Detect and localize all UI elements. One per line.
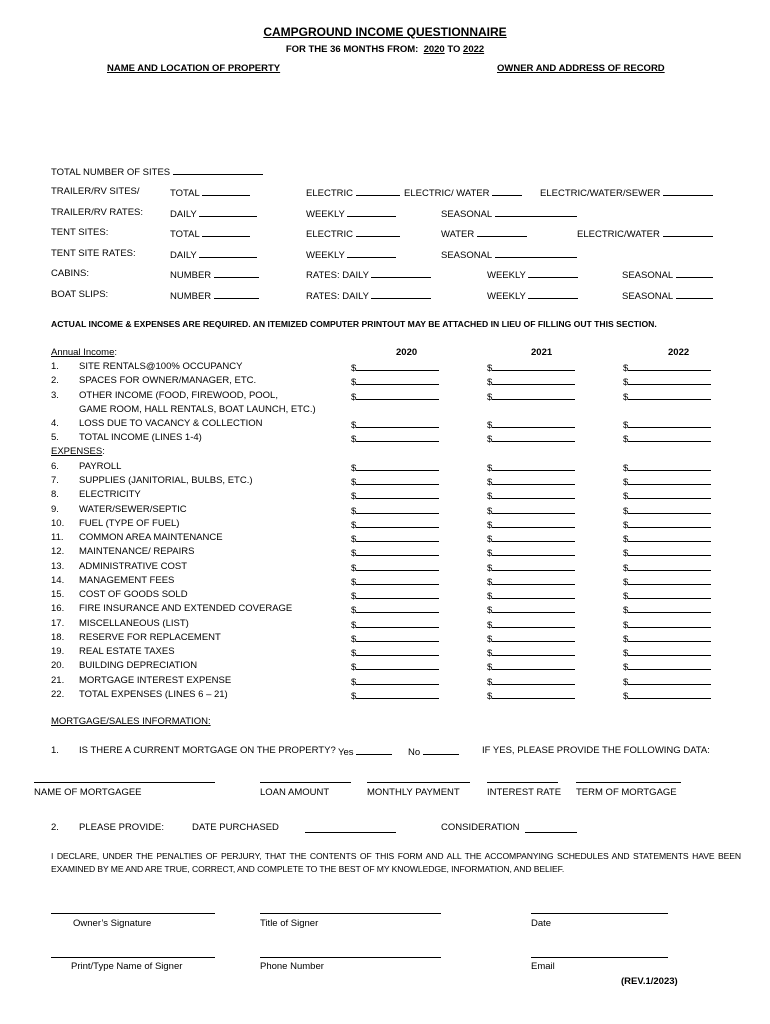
amount-field-2022[interactable]: $ [623,618,711,631]
amount-field-2021[interactable]: $ [487,675,575,688]
line-number: 21. [51,674,65,686]
amount-field-2021[interactable]: $ [487,518,575,531]
line-number: 3. [51,389,59,401]
form-title: CAMPGROUND INCOME QUESTIONNAIRE [263,25,507,39]
amount-field-2020[interactable]: $ [351,589,439,602]
sites-field[interactable]: WEEKLY [306,248,396,261]
line-label: SITE RENTALS@100% OCCUPANCY [79,361,243,372]
amount-field-2021[interactable]: $ [487,361,575,374]
amount-field-2020[interactable]: $ [351,561,439,574]
interest-rate-line[interactable] [487,782,558,783]
line-label: PAYROLL [79,460,122,472]
sites-field[interactable]: SEASONAL [622,268,713,281]
q2-number: 2. [51,822,59,833]
amount-field-2022[interactable]: $ [623,390,711,403]
amount-field-2022[interactable]: $ [623,646,711,659]
amount-field-2020[interactable]: $ [351,632,439,645]
amount-field-2021[interactable]: $ [487,475,575,488]
email-label: Email [531,961,555,972]
amount-field-2021[interactable]: $ [487,575,575,588]
sites-field[interactable]: DAILY [170,207,257,220]
phone-line[interactable] [260,957,441,958]
line-label: GAME ROOM, HALL RENTALS, BOAT LAUNCH, ETC.) [79,403,316,415]
line-label: SUPPLIES (JANITORIAL, BULBS, ETC.) [79,475,253,486]
sites-field[interactable]: NUMBER [170,268,259,281]
sites-field[interactable]: SEASONAL [441,207,577,220]
amount-field-2021[interactable]: $ [487,561,575,574]
sites-field[interactable]: ELECTRIC [306,186,400,199]
line-number: 7. [51,475,59,486]
amount-field-2022[interactable]: $ [623,361,711,374]
line-number: 20. [51,660,65,672]
year-2021: 2021 [531,347,553,358]
amount-field-2022[interactable]: $ [623,575,711,588]
actual-income-notice: ACTUAL INCOME & EXPENSES ARE REQUIRED. AN ITEMIZED COMPUTER PRINTOUT MAY BE ATTACHED IN LIEU OF FILLING OUT THIS SECTION. [51,319,657,329]
line-label: COMMON AREA MAINTENANCE [79,532,223,543]
amount-field-2022[interactable]: $ [623,504,711,517]
line-number: 13. [51,560,65,572]
title-of-signer-line[interactable] [260,913,441,914]
amount-field-2021[interactable]: $ [487,418,575,431]
amount-field-2022[interactable]: $ [623,546,711,559]
term-label: TERM OF MORTGAGE [576,787,677,798]
period-from: 2020 [423,44,445,55]
expenses-heading: EXPENSES: [51,446,105,457]
sites-row-label: TENT SITES: [51,227,109,238]
revision-label: (REV.1/2023) [621,976,678,987]
amount-field-2022[interactable]: $ [623,589,711,602]
amount-field-2021[interactable]: $ [487,390,575,403]
amount-field-2022[interactable]: $ [623,632,711,645]
amount-field-2022[interactable]: $ [623,603,711,616]
amount-field-2021[interactable]: $ [487,618,575,631]
amount-field-2020[interactable]: $ [351,461,439,474]
interest-rate-label: INTEREST RATE [487,787,562,798]
line-label: LOSS DUE TO VACANCY & COLLECTION [79,418,263,429]
amount-field-2021[interactable]: $ [487,546,575,559]
amount-field-2022[interactable]: $ [623,532,711,545]
sites-row-label: TENT SITE RATES: [51,248,136,259]
date-label: Date [531,918,552,929]
amount-field-2020[interactable]: $ [351,361,439,374]
line-number: 11. [51,532,64,543]
phone-label: Phone Number [260,961,324,972]
line-number: 12. [51,546,65,558]
amount-field-2020[interactable]: $ [351,646,439,659]
amount-field-2020[interactable]: $ [351,475,439,488]
line-label: MISCELLANEOUS (LIST) [79,617,189,629]
mortgagee-label: NAME OF MORTGAGEE [34,787,142,798]
date-purchased-label: DATE PURCHASED [192,822,279,833]
sites-row-label: BOAT SLIPS: [51,289,109,300]
sites-field[interactable]: RATES: DAILY [306,289,431,302]
line-label: ELECTRICITY [79,489,141,501]
amount-field-2020[interactable]: $ [351,518,439,531]
line-number: 2. [51,375,59,387]
amount-field-2020[interactable]: $ [351,660,439,673]
consideration-line[interactable] [525,832,577,833]
owner-signature-line[interactable] [51,913,215,914]
line-number: 16. [51,603,65,615]
mortgage-heading: MORTGAGE/SALES INFORMATION: [51,716,211,727]
sites-field[interactable]: ELECTRIC/ WATER [404,186,522,199]
amount-field-2022[interactable]: $ [623,660,711,673]
name-location-heading: NAME AND LOCATION OF PROPERTY [107,63,281,74]
line-label: MORTGAGE INTEREST EXPENSE [79,674,232,686]
owner-signature-label: Owner’s Signature [73,918,152,929]
amount-field-2021[interactable]: $ [487,432,575,445]
amount-field-2020[interactable]: $ [351,532,439,545]
sites-field[interactable]: ELECTRIC/WATER/SEWER [540,186,713,199]
sites-field[interactable]: SEASONAL [622,289,713,302]
amount-field-2021[interactable]: $ [487,660,575,673]
q1-text: IS THERE A CURRENT MORTGAGE ON THE PROPERTY? [79,745,336,756]
term-line[interactable] [576,782,681,783]
sites-field[interactable]: WEEKLY [487,268,578,281]
sites-field[interactable]: ELECTRIC/WATER [577,227,713,240]
amount-field-2020[interactable]: $ [351,504,439,517]
no-field[interactable]: No [408,745,459,758]
amount-field-2021[interactable]: $ [487,689,575,702]
amount-field-2022[interactable]: $ [623,432,711,445]
line-label: ADMINISTRATIVE COST [79,560,188,572]
amount-field-2020[interactable]: $ [351,618,439,631]
amount-field-2021[interactable]: $ [487,375,575,388]
line-number: 6. [51,460,59,472]
line-number: 4. [51,418,59,429]
q1-number: 1. [51,745,59,756]
amount-field-2021[interactable]: $ [487,632,575,645]
line-number: 8. [51,489,59,501]
line-number: 10. [51,517,65,529]
period-to: 2022 [463,44,485,55]
line-label: SPACES FOR OWNER/MANAGER, ETC. [79,375,257,387]
amount-field-2020[interactable]: $ [351,689,439,702]
sites-field[interactable]: DAILY [170,248,257,261]
loan-amount-label: LOAN AMOUNT [260,787,330,798]
line-label: FUEL (TYPE OF FUEL) [79,517,180,529]
line-number: 19. [51,646,65,657]
amount-field-2022[interactable]: $ [623,489,711,502]
line-number: 22. [51,688,65,700]
line-number: 18. [51,631,65,643]
line-number: 14. [51,574,65,586]
period-line: FOR THE 36 MONTHS FROM: 2020 TO 2022 [285,44,485,55]
consideration-label: CONSIDERATION [441,822,520,833]
amount-field-2022[interactable]: $ [623,689,711,702]
line-label: TOTAL INCOME (LINES 1-4) [79,432,202,444]
print-name-label: Print/Type Name of Signer [71,961,183,972]
line-label: REAL ESTATE TAXES [79,646,175,657]
sites-field[interactable]: NUMBER [170,289,259,302]
amount-field-2022[interactable]: $ [623,375,711,388]
owner-address-heading: OWNER AND ADDRESS OF RECORD [497,63,665,74]
amount-field-2020[interactable]: $ [351,375,439,388]
mortgagee-line[interactable] [34,782,215,783]
amount-field-2020[interactable]: $ [351,675,439,688]
date-line[interactable] [531,913,668,914]
year-2020: 2020 [396,347,418,358]
amount-field-2022[interactable]: $ [623,461,711,474]
sites-field[interactable]: RATES: DAILY [306,268,431,281]
amount-field-2022[interactable]: $ [623,561,711,574]
amount-field-2020[interactable]: $ [351,489,439,502]
line-label: MAINTENANCE/ REPAIRS [79,546,195,558]
loan-amount-line[interactable] [260,782,351,783]
year-2022: 2022 [668,347,690,358]
amount-field-2020[interactable]: $ [351,418,439,431]
sites-field[interactable]: ELECTRIC [306,227,400,240]
line-number: 17. [51,617,65,629]
declaration-text: I DECLARE, UNDER THE PENALTIES OF PERJURY, THAT THE CONTENTS OF THIS FORM AND ALL THE ACCOMPANYING SCHEDULES AND STATEMENTS HAVE BEEN EXAMINED BY ME AND ARE TRUE, CORRECT, AND COMPLETE TO THE BEST OF MY KNOWLEDGE, INFORMATION, AND BELIEF. [51,851,741,874]
line-label: BUILDING DEPRECIATION [79,660,198,672]
line-number: 5. [51,432,59,444]
annual-income-heading: Annual Income: [51,347,118,358]
total-sites-field[interactable]: TOTAL NUMBER OF SITES [51,165,263,178]
line-label: WATER/SEWER/SEPTIC [79,503,187,515]
amount-field-2022[interactable]: $ [623,675,711,688]
if-yes-text: IF YES, PLEASE PROVIDE THE FOLLOWING DATA: [482,745,710,756]
amount-field-2021[interactable]: $ [487,589,575,602]
amount-field-2020[interactable]: $ [351,390,439,403]
line-label: FIRE INSURANCE AND EXTENDED COVERAGE [79,603,293,615]
sites-field[interactable]: WEEKLY [487,289,578,302]
amount-field-2021[interactable]: $ [487,532,575,545]
print-name-line[interactable] [51,957,215,958]
sites-field[interactable]: TOTAL [170,227,250,240]
sites-row-label: CABINS: [51,268,90,279]
sites-field[interactable]: WEEKLY [306,207,396,220]
sites-field[interactable]: SEASONAL [441,248,577,261]
amount-field-2021[interactable]: $ [487,504,575,517]
q2-text: PLEASE PROVIDE: [79,822,165,833]
sites-row-label: TRAILER/RV SITES/ [51,186,140,197]
amount-field-2021[interactable]: $ [487,603,575,616]
line-number: 1. [51,361,59,372]
monthly-payment-label: MONTHLY PAYMENT [367,787,460,798]
sites-field[interactable]: WATER [441,227,527,240]
sites-row-label: TRAILER/RV RATES: [51,207,144,218]
amount-field-2022[interactable]: $ [623,475,711,488]
amount-field-2022[interactable]: $ [623,418,711,431]
date-purchased-line[interactable] [305,832,396,833]
amount-field-2020[interactable]: $ [351,432,439,445]
line-label: RESERVE FOR REPLACEMENT [79,631,221,643]
line-number: 15. [51,589,65,600]
line-label: COST OF GOODS SOLD [79,589,188,600]
amount-field-2022[interactable]: $ [623,518,711,531]
monthly-payment-line[interactable] [367,782,470,783]
email-line[interactable] [531,957,668,958]
line-label: TOTAL EXPENSES (LINES 6 – 21) [79,688,228,700]
amount-field-2020[interactable]: $ [351,546,439,559]
amount-field-2021[interactable]: $ [487,461,575,474]
line-label: MANAGEMENT FEES [79,574,175,586]
amount-field-2020[interactable]: $ [351,575,439,588]
amount-field-2020[interactable]: $ [351,603,439,616]
sites-field[interactable]: TOTAL [170,186,250,199]
amount-field-2021[interactable]: $ [487,646,575,659]
line-label: OTHER INCOME (FOOD, FIREWOOD, POOL, [79,389,278,401]
yes-field[interactable]: Yes [338,745,392,758]
line-number: 9. [51,503,59,515]
amount-field-2021[interactable]: $ [487,489,575,502]
title-of-signer-label: Title of Signer [260,918,319,929]
